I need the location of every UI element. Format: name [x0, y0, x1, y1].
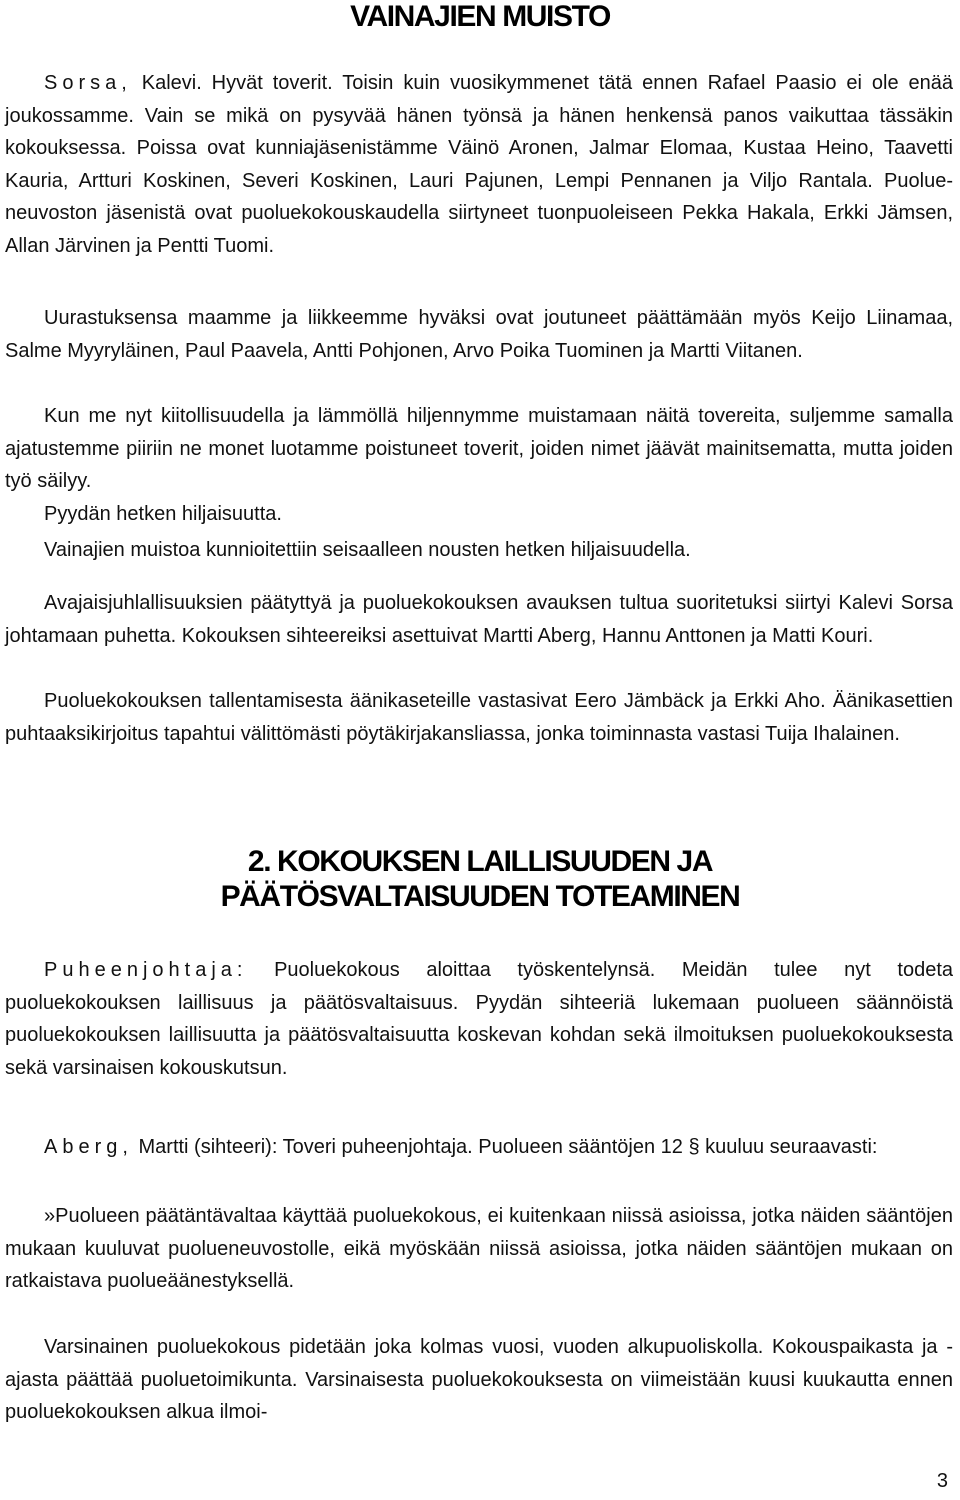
speaker-name: Aberg, [44, 1136, 133, 1158]
paragraph-sorsa-speech [5, 67, 953, 262]
page-number: 3 [936, 1470, 948, 1492]
paragraph-vainajien-muistoa: Vainajien muistoa kunnioitettiin seisaalleen nousten hetken hiljaisuudella. [44, 539, 691, 561]
section-title-line-1: 2. KOKOUKSEN LAILLISUUDEN JA [247, 845, 713, 878]
paragraph-tallentamisesta: Puoluekokouksen tallentamisesta äänikaseteille vastasivat Eero Jämbäck ja Erkki Aho. Äänikasettien puhtaaksikirjoitus tapahtui välittömästi pöytäkirjakansliassa, jonka toiminnasta vastasi Tuija Ihalainen. [5, 690, 953, 745]
paragraph-kiitollisuudella: Kun me nyt kiitollisuudella ja lämmöllä hiljennymme muistamaan näitä tovereita, suljemme samalla ajatustemme piiriin ne monet luotamme poistuneet toverit, joiden nimet jäävät mainitsematta, mutta joiden työ säilyy. [5, 405, 953, 492]
paragraph-puheenjohtaja [5, 954, 953, 1084]
speaker-name: Puheenjohtaja: [44, 959, 248, 981]
speaker-name: Sorsa, [44, 72, 132, 94]
paragraph-varsinainen-puoluekokous: Varsinainen puoluekokous pidetään joka kolmas vuosi, vuoden alkupuoliskolla. Kokouspaikasta ja -ajasta päättää puoluetoimikunta. Varsinaisesta puoluekokouksesta on viimeistään kuusi kuukautta ennen puoluekokouksen alkua ilmoi- [5, 1336, 953, 1423]
section-title-line-2: PÄÄTÖSVALTAISUUDEN TOTEAMINEN [220, 880, 740, 913]
paragraph-aberg [5, 1131, 953, 1164]
speech-text: Martti (sihteeri): Toveri puheenjohtaja. Puolueen sääntöjen 12 § kuuluu seuraavasti: [132, 1136, 878, 1158]
paragraph-avajaisjuhlallisuuksien: Avajaisjuhlallisuuksien päätyttyä ja puoluekokouksen avauksen tultua suoritetuksi siirtyi Kalevi Sorsa johtamaan puhetta. Kokouksen sihteereiksi asettuivat Martti Aberg, Hannu Anttonen ja Matti Kouri. [5, 592, 953, 647]
speech-text: Kalevi. Hyvät toverit. Toisin kuin vuosikymmenet tätä ennen Rafael Paasio ei ole enää joukossamme. Vain se mikä on pysyvää hänen työnsä ja hänen henkensä panos vaikuttaa tässäkin kokouksessa. Poissa ovat kunniajäsenistämme Väinö Aronen, Jalmar Elomaa, Kustaa Heino, Taavetti Kauria, Artturi Koskinen, Severi Koskinen, Lauri Pajunen, Lempi Pennanen ja Viljo Rantala. Puolueneuvoston jäsenistä ovat puoluekokouskaudella siirtyneet tuonpuoleiseen Pekka Hakala, Erkki Jämsen, Allan Järvinen ja Pentti Tuomi. [5, 72, 953, 257]
paragraph-hiljaisuus: Pyydän hetken hiljaisuutta. [44, 503, 282, 525]
speech-text: Puoluekokous aloittaa työskentelynsä. Meidän tulee nyt todeta puoluekokouksen laillisuus ja päätösvaltaisuus. Pyydän sihteeriä lukemaan puolueen säännöistä puoluekokouksen laillisuutta ja päätösvaltaisuutta koskevan kohdan sekä ilmoituksen puoluekokouksesta sekä varsinaisen kokouskutsun. [5, 959, 953, 1079]
paragraph-quote-paatantavalta: »Puolueen päätäntävaltaa käyttää puoluekokous, ei kuitenkaan niissä asioissa, jotka näiden sääntöjen mukaan kuuluvat puolueneuvostolle, eikä myöskään niissä asioissa, jotka näiden sääntöjen mukaan on ratkaistava puolueäänestyksellä. [5, 1205, 953, 1292]
paragraph-uurastuksensa: Uurastuksensa maamme ja liikkeemme hyväksi ovat joutuneet päättämään myös Keijo Liinamaa, Salme Myyryläinen, Paul Paavela, Antti Pohjonen, Arvo Poika Tuominen ja Martti Viitanen. [5, 307, 953, 362]
section-title-vainajien-muisto: VAINAJIEN MUISTO [350, 0, 610, 33]
